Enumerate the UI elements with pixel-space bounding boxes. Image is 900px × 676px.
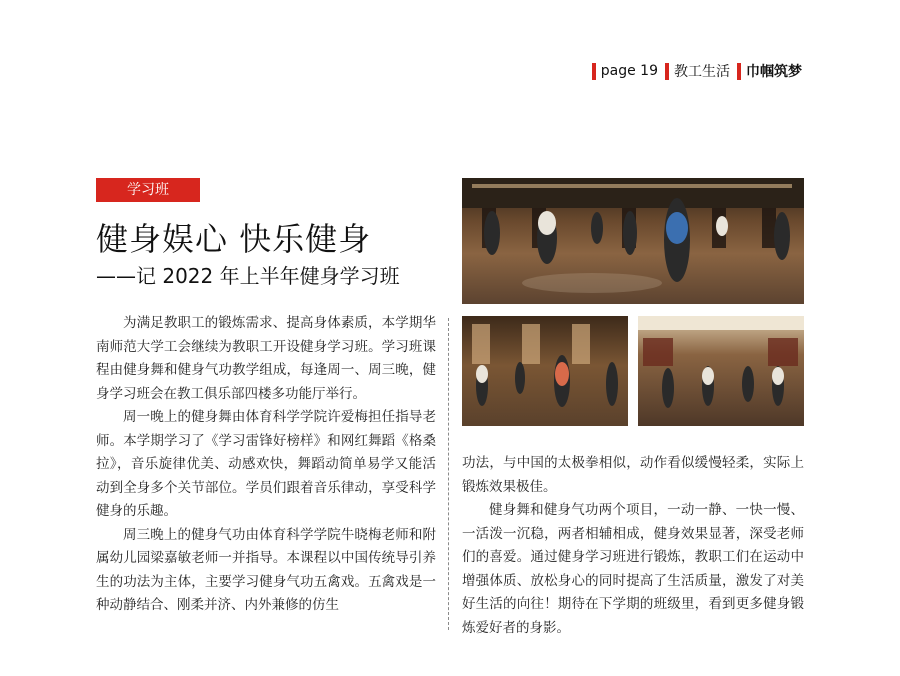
page-header (592, 60, 802, 82)
right-text-column (462, 452, 804, 640)
paragraph: 周一晚上的健身舞由体育科学学院许爱梅担任指导老师。本学期学习了《学习雷锋好榜样》和网红舞蹈《格桑拉》，音乐旋律优美、动感欢快，舞蹈动简单易学又能活动到全身多个关节部位。学员们跟着音乐律动，享受科学健身的乐趣。 (96, 409, 436, 519)
dance-class-photo-left (462, 316, 628, 426)
page-number: page 19 (600, 63, 658, 79)
column-name: 巾帼筑梦 (746, 64, 802, 80)
section-name: 教工生活 (674, 64, 730, 80)
left-text-column (96, 312, 436, 618)
paragraph: 周三晚上的健身气功由体育科学学院牛晓梅老师和附属幼儿园梁嘉敏老师一并指导。本课程以中国传统导引养生的功法为主体，主要学习健身气功五禽戏。五禽戏是一种动静结合、刚柔并济、内外兼修的仿生 (96, 526, 436, 613)
paragraph-continuation: 功法，与中国的太极拳相似，动作看似缓慢轻柔，实际上锻炼效果极佳。 (462, 455, 804, 495)
header-marker (737, 63, 741, 80)
paragraph: 健身舞和健身气功两个项目，一动一静、一快一慢、一活泼一沉稳，两者相辅相成，健身效果显著，深受老师们的喜爱。通过健身学习班进行锻炼，教职工们在运动中增强体质、放松身心的同时提高了生活质量，激发了对美好生活的向往！期待在下学期的班级里，看到更多健身锻炼爱好者的身影。 (462, 502, 804, 636)
paragraph: 为满足教职工的锻炼需求、提高身体素质，本学期华南师范大学工会继续为教职工开设健身学习班。学习班课程由健身舞和健身气功教学组成，每逢周一、周三晚，健身学习班会在教工俱乐部四楼多功能厅举行。 (96, 315, 436, 402)
header-marker (665, 63, 669, 80)
category-tag: 学习班 (96, 178, 200, 202)
header-marker (592, 63, 596, 80)
article-title: 健身娱心 快乐健身 (96, 220, 372, 258)
article-subtitle: ——记 2022 年上半年健身学习班 (96, 264, 400, 288)
qigong-class-photo (638, 316, 804, 426)
dance-class-photo-main (462, 178, 804, 304)
column-divider (448, 318, 449, 630)
